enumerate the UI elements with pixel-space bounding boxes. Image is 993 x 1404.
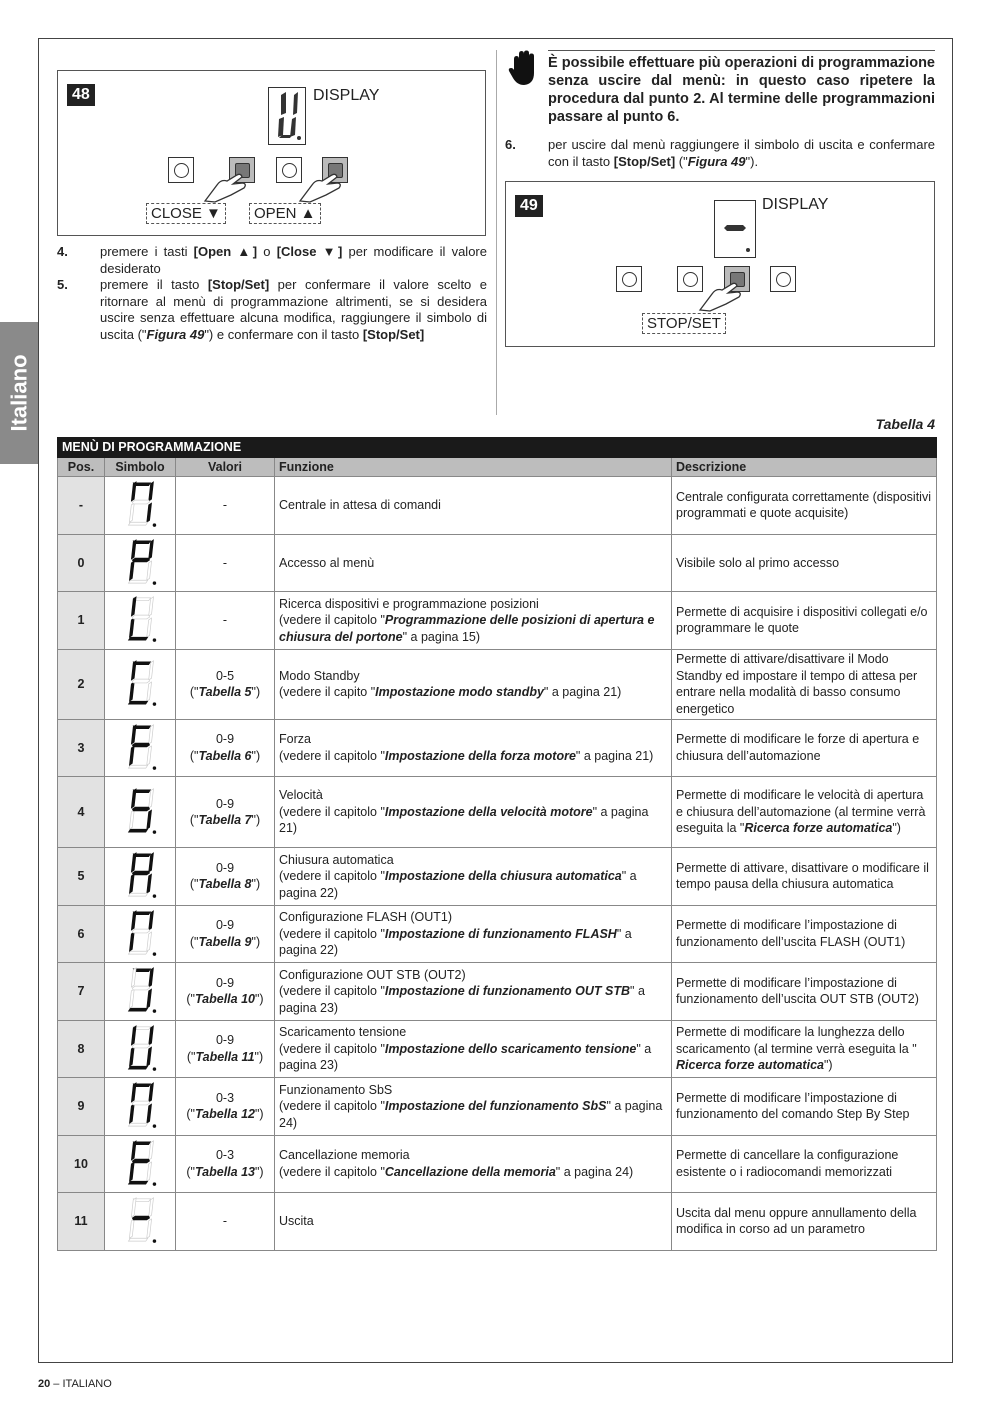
display-symbol-icon	[120, 947, 160, 961]
text-run: 0-9	[215, 796, 235, 811]
pos-cell: 9	[58, 1078, 105, 1136]
table-row	[58, 1193, 937, 1251]
text-run: (vedere il capito "	[279, 685, 376, 699]
emphasis-text: Figura 49	[687, 153, 746, 169]
values-cell	[176, 477, 275, 535]
column-header: Simbolo	[105, 457, 176, 477]
text-run: -	[222, 498, 228, 512]
display-symbol-icon	[120, 576, 160, 590]
function-cell	[275, 477, 672, 535]
emphasis-text: Tabella 8	[198, 877, 252, 892]
function-cell	[275, 1020, 672, 1078]
text-run: Permette di modificare le velocità di apertura e chiusura dell’automazione (al termine verrà eseguita la "	[676, 788, 926, 836]
text-run: ")	[255, 1107, 264, 1122]
emphasis-text: Ricerca forze automatica	[744, 821, 893, 836]
text-run: Permette di acquisire i dispositivi collegati e/o programmare le quote	[676, 604, 928, 636]
symbol-cell	[105, 1078, 176, 1136]
table-row	[58, 905, 937, 963]
description-cell	[672, 534, 937, 592]
step-text	[548, 137, 935, 170]
emphasis-text: Tabella 10	[195, 992, 255, 1007]
text-run: 0-3	[215, 1090, 235, 1105]
text-run: 0-9	[215, 860, 235, 875]
emphasis-text: Impostazione della forza motore	[384, 748, 576, 763]
symbol-cell	[105, 649, 176, 719]
programming-menu-table	[57, 437, 937, 1251]
display-digit	[268, 87, 306, 145]
text-run: per confermare il valore scelto e ritornare al menù di programmazione altrimenti, se si desidera uscire senza effettuare alcuna modifica, raggiungere il simbolo di uscita ("	[100, 277, 487, 342]
step-text	[100, 277, 487, 343]
text-run: Permette di attivare/disattivare il Modo Standby ed impostare il tempo di attesa per entrare nella modalità di basso consumo energetico	[676, 652, 918, 716]
text-run: -	[222, 555, 228, 570]
text-run: " a pagina 23)	[279, 984, 645, 1015]
text-run: ").	[745, 153, 759, 169]
text-run: Chiusura automatica	[279, 852, 394, 867]
table-row	[58, 719, 937, 777]
emphasis-text: Impostazione della chiusura automatica	[384, 869, 622, 883]
values-cell	[176, 777, 275, 848]
text-run: " a pagina 21)	[279, 804, 649, 836]
open-label: OPEN ▲	[249, 203, 321, 224]
step-text	[100, 244, 487, 277]
display-symbol-icon	[120, 825, 160, 839]
pos-cell: 8	[58, 1020, 105, 1078]
close-label: CLOSE ▼	[146, 203, 226, 224]
text-run: Visibile solo al primo accesso	[676, 555, 840, 570]
text-run: per uscire dal menù raggiungere il simbolo di uscita e confermare con il tasto	[548, 137, 935, 169]
symbol-cell	[105, 719, 176, 777]
function-cell	[275, 1135, 672, 1193]
pos-cell: 2	[58, 649, 105, 719]
description-cell	[672, 1193, 937, 1251]
symbol-cell	[105, 592, 176, 650]
step-number: 4.	[57, 244, 68, 259]
text-run: 0-3	[215, 1148, 235, 1163]
text-run: ")	[823, 1058, 833, 1072]
figure-49	[505, 181, 935, 347]
text-run: Permette di cancellare la configurazione esistente o i radiocomandi memorizzati	[676, 1148, 899, 1179]
function-cell	[275, 1193, 672, 1251]
pos-cell: 11	[58, 1193, 105, 1251]
text-run: Funzionamento SbS	[279, 1082, 393, 1097]
emphasis-text: Tabella 6	[198, 748, 252, 763]
emphasis-text: Impostazione della velocità motore	[384, 804, 593, 819]
display-symbol-icon	[120, 1234, 160, 1248]
step-item	[57, 244, 487, 277]
pointing-hand-icon	[203, 169, 253, 203]
text-run: (vedere il capitolo "	[279, 926, 385, 941]
description-cell	[672, 963, 937, 1021]
display-symbol-icon	[120, 761, 160, 775]
text-run: o	[257, 244, 277, 259]
figure-48	[57, 70, 486, 236]
description-cell	[672, 777, 937, 848]
text-run: " a pagina 21)	[543, 685, 622, 699]
figure-number: 49	[515, 195, 543, 217]
emphasis-text: Tabella 12	[195, 1107, 255, 1122]
function-cell	[275, 719, 672, 777]
text-run: Cancellazione memoria	[279, 1148, 410, 1163]
text-run: (vedere il capitolo "	[279, 869, 385, 883]
display-symbol-icon	[120, 1062, 160, 1076]
column-header: Funzione	[275, 457, 672, 477]
symbol-cell	[105, 777, 176, 848]
text-run: ("	[675, 153, 688, 169]
pointing-hand-icon	[298, 169, 348, 203]
stop-set-label: STOP/SET	[642, 313, 726, 334]
text-run: Permette di modificare l’impostazione di funzionamento dell’uscita OUT STB (OUT2)	[676, 975, 919, 1007]
description-cell	[672, 905, 937, 963]
table-title: MENÙ DI PROGRAMMAZIONE	[58, 438, 937, 458]
text-run: Configurazione FLASH (OUT1)	[279, 910, 452, 924]
emphasis-text: Tabella 9	[198, 934, 252, 949]
text-run: premere i tasti	[100, 244, 194, 259]
text-run: 0-9	[215, 732, 235, 747]
text-run: ("	[189, 813, 199, 827]
column-header: Descrizione	[672, 457, 937, 477]
values-cell	[176, 1135, 275, 1193]
text-run: " a pagina 22)	[279, 869, 637, 900]
pos-cell: 1	[58, 592, 105, 650]
display-symbol-icon	[120, 697, 160, 711]
text-run: 0-9	[215, 1033, 235, 1048]
text-run: " a pagina 23)	[279, 1041, 652, 1072]
emphasis-text: Tabella 13	[195, 1164, 255, 1179]
display-label: DISPLAY	[313, 87, 380, 104]
text-run: Permette di modificare la lunghezza dello scaricamento (al termine verrà eseguita la "	[676, 1025, 917, 1056]
pointing-hand-icon	[698, 278, 748, 312]
language-side-tab	[0, 322, 38, 464]
function-cell	[275, 963, 672, 1021]
bold-text: [Close ▼]	[276, 244, 343, 259]
description-cell	[672, 848, 937, 906]
values-cell	[176, 719, 275, 777]
emphasis-text: Cancellazione della memoria	[384, 1164, 556, 1179]
text-run: ") e confermare con il tasto	[204, 326, 363, 342]
text-run: ("	[189, 685, 199, 699]
text-run: (vedere il capitolo "	[279, 984, 385, 998]
values-cell	[176, 649, 275, 719]
step-number: 6.	[505, 137, 516, 152]
button-1[interactable]	[168, 157, 194, 183]
text-run: 0-5	[215, 668, 235, 683]
function-cell	[275, 649, 672, 719]
text-run: -	[222, 613, 228, 627]
bold-text: [Stop/Set]	[613, 153, 676, 169]
language-label: Italiano	[6, 354, 32, 432]
pos-cell: 3	[58, 719, 105, 777]
table-row	[58, 963, 937, 1021]
display-symbol-icon	[120, 518, 160, 532]
values-cell	[176, 1193, 275, 1251]
table-row	[58, 848, 937, 906]
text-run: ("	[186, 1049, 196, 1064]
figure-number: 48	[67, 84, 95, 106]
emphasis-text: Impostazione di funzionamento OUT STB	[384, 984, 631, 998]
text-run: ")	[251, 748, 261, 763]
pos-cell: -	[58, 477, 105, 535]
emphasis-text: Impostazione del funzionamento SbS	[384, 1099, 607, 1113]
text-run: per modificare il valore desiderato	[100, 244, 487, 276]
text-run: Permette di modificare le forze di apertura e chiusura dell’automazione	[676, 732, 920, 763]
symbol-cell	[105, 848, 176, 906]
text-run: ")	[251, 685, 261, 699]
stop-hand-icon	[508, 50, 540, 86]
step-item	[57, 277, 487, 343]
display-symbol-icon	[120, 1119, 160, 1133]
table-row	[58, 1135, 937, 1193]
emphasis-text: Ricerca forze automatica	[676, 1058, 824, 1072]
text-run: Permette di modificare l’impostazione di funzionamento del comando Step By Step	[676, 1090, 910, 1122]
page-number: 20	[38, 1378, 51, 1390]
symbol-cell	[105, 534, 176, 592]
text-run: ")	[251, 813, 261, 827]
column-header: Valori	[176, 457, 275, 477]
page-footer	[38, 1378, 112, 1390]
symbol-cell	[105, 1020, 176, 1078]
text-run: ("	[186, 1164, 195, 1179]
table-row	[58, 777, 937, 848]
text-run: (vedere il capitolo "	[279, 748, 385, 763]
text-run: (vedere il capitolo "	[279, 1099, 385, 1113]
display-dash	[714, 200, 756, 258]
display-symbol-icon	[120, 633, 160, 647]
symbol-cell	[105, 963, 176, 1021]
text-run: 0-9	[215, 918, 235, 933]
description-cell	[672, 477, 937, 535]
values-cell	[176, 1078, 275, 1136]
text-run: Modo Standby	[279, 668, 360, 683]
table-row	[58, 592, 937, 650]
footer-text: – ITALIANO	[50, 1378, 112, 1390]
emphasis-text: Impostazione dello scaricamento tensione	[384, 1041, 637, 1056]
table-row	[58, 1078, 937, 1136]
pos-cell: 0	[58, 534, 105, 592]
text-run: -	[222, 1214, 228, 1228]
column-divider	[496, 50, 497, 415]
function-cell	[275, 592, 672, 650]
text-run: Permette di modificare l’impostazione di funzionamento dell’uscita FLASH (OUT1)	[676, 918, 906, 949]
text-run: Ricerca dispositivi e programmazione posizioni	[279, 596, 539, 611]
table-caption: Tabella 4	[875, 416, 935, 432]
text-run: Permette di attivare, disattivare o modificare il tempo pausa della chiusura automatica	[676, 860, 929, 892]
function-cell	[275, 1078, 672, 1136]
text-run: Velocità	[279, 788, 323, 803]
description-cell	[672, 1020, 937, 1078]
description-cell	[672, 719, 937, 777]
step-number: 5.	[57, 277, 68, 292]
text-run: (vedere il capitolo "	[279, 804, 385, 819]
column-header: Pos.	[58, 457, 105, 477]
values-cell	[176, 905, 275, 963]
table-row	[58, 649, 937, 719]
text-run: ")	[255, 1164, 264, 1179]
values-cell	[176, 534, 275, 592]
emphasis-text: Impostazione modo standby	[375, 685, 544, 699]
bold-text: [Open ▲]	[193, 244, 258, 259]
pos-cell: 4	[58, 777, 105, 848]
text-run: " a pagina 15)	[402, 629, 481, 644]
values-cell	[176, 848, 275, 906]
text-run: Accesso al menù	[279, 555, 375, 570]
symbol-cell	[105, 1135, 176, 1193]
emphasis-text: Tabella 7	[198, 813, 252, 827]
values-cell	[176, 963, 275, 1021]
text-run: ("	[189, 748, 199, 763]
emphasis-text: Programmazione delle posizioni di apertura e chiusura del portone	[279, 613, 655, 644]
text-run: ("	[186, 992, 195, 1007]
button-4[interactable]	[770, 266, 796, 292]
values-cell	[176, 592, 275, 650]
symbol-cell	[105, 905, 176, 963]
text-run: ")	[251, 934, 261, 949]
bold-text: [Stop/Set]	[207, 277, 270, 292]
text-run: " a pagina 24)	[555, 1164, 634, 1179]
warning-note: È possibile effettuare più operazioni di programmazione senza uscire dal menù: in questo caso ripetere la procedura dal punto 2. Al termine delle programmazioni passare al punto 6.	[548, 50, 935, 126]
steps-left	[57, 244, 487, 343]
text-run: premere il tasto	[100, 277, 208, 292]
text-run: (vedere il capitolo "	[279, 613, 385, 627]
function-cell	[275, 777, 672, 848]
description-cell	[672, 649, 937, 719]
text-run: ("	[189, 877, 199, 892]
pos-cell: 7	[58, 963, 105, 1021]
emphasis-text: Figura 49	[146, 326, 205, 342]
steps-right	[505, 137, 935, 170]
text-run: (vedere il capitolo "	[279, 1041, 385, 1056]
text-run: ")	[892, 821, 901, 836]
text-run: ("	[186, 1107, 195, 1122]
step-item	[505, 137, 935, 170]
symbol-cell	[105, 1193, 176, 1251]
description-cell	[672, 592, 937, 650]
text-run: Scaricamento tensione	[279, 1025, 407, 1039]
bold-text: [Stop/Set]	[362, 326, 425, 342]
emphasis-text: Impostazione di funzionamento FLASH	[384, 926, 617, 941]
symbol-cell	[105, 477, 176, 535]
function-cell	[275, 534, 672, 592]
display-symbol-icon	[120, 1177, 160, 1191]
display-symbol-icon	[120, 889, 160, 903]
text-run: Centrale in attesa di comandi	[279, 498, 441, 512]
text-run: " a pagina 22)	[279, 926, 632, 957]
text-run: ")	[251, 877, 261, 892]
pos-cell: 6	[58, 905, 105, 963]
display-label: DISPLAY	[762, 196, 829, 213]
text-run: 0-9	[215, 975, 235, 990]
pos-cell: 5	[58, 848, 105, 906]
text-run: " a pagina 21)	[575, 748, 654, 763]
text-run: Uscita dal menu oppure annullamento della modifica in corso ad un parametro	[676, 1205, 917, 1237]
text-run: ")	[254, 1049, 264, 1064]
button-1[interactable]	[616, 266, 642, 292]
function-cell	[275, 848, 672, 906]
text-run: ")	[255, 992, 264, 1007]
emphasis-text: Tabella 11	[195, 1049, 255, 1064]
text-run: (vedere il capitolo "	[279, 1164, 385, 1179]
table-row	[58, 477, 937, 535]
table-row	[58, 534, 937, 592]
text-run: ("	[189, 934, 199, 949]
description-cell	[672, 1135, 937, 1193]
pos-cell: 10	[58, 1135, 105, 1193]
values-cell	[176, 1020, 275, 1078]
display-symbol-icon	[120, 1004, 160, 1018]
function-cell	[275, 905, 672, 963]
text-run: Centrale configurata correttamente (dispositivi programmati e quote acquisite)	[676, 489, 931, 521]
emphasis-text: Tabella 5	[198, 685, 252, 699]
text-run: Configurazione OUT STB (OUT2)	[279, 967, 466, 982]
table-row	[58, 1020, 937, 1078]
description-cell	[672, 1078, 937, 1136]
text-run: Forza	[279, 732, 311, 747]
text-run: " a pagina 24)	[279, 1099, 663, 1130]
text-run: Uscita	[279, 1214, 314, 1228]
